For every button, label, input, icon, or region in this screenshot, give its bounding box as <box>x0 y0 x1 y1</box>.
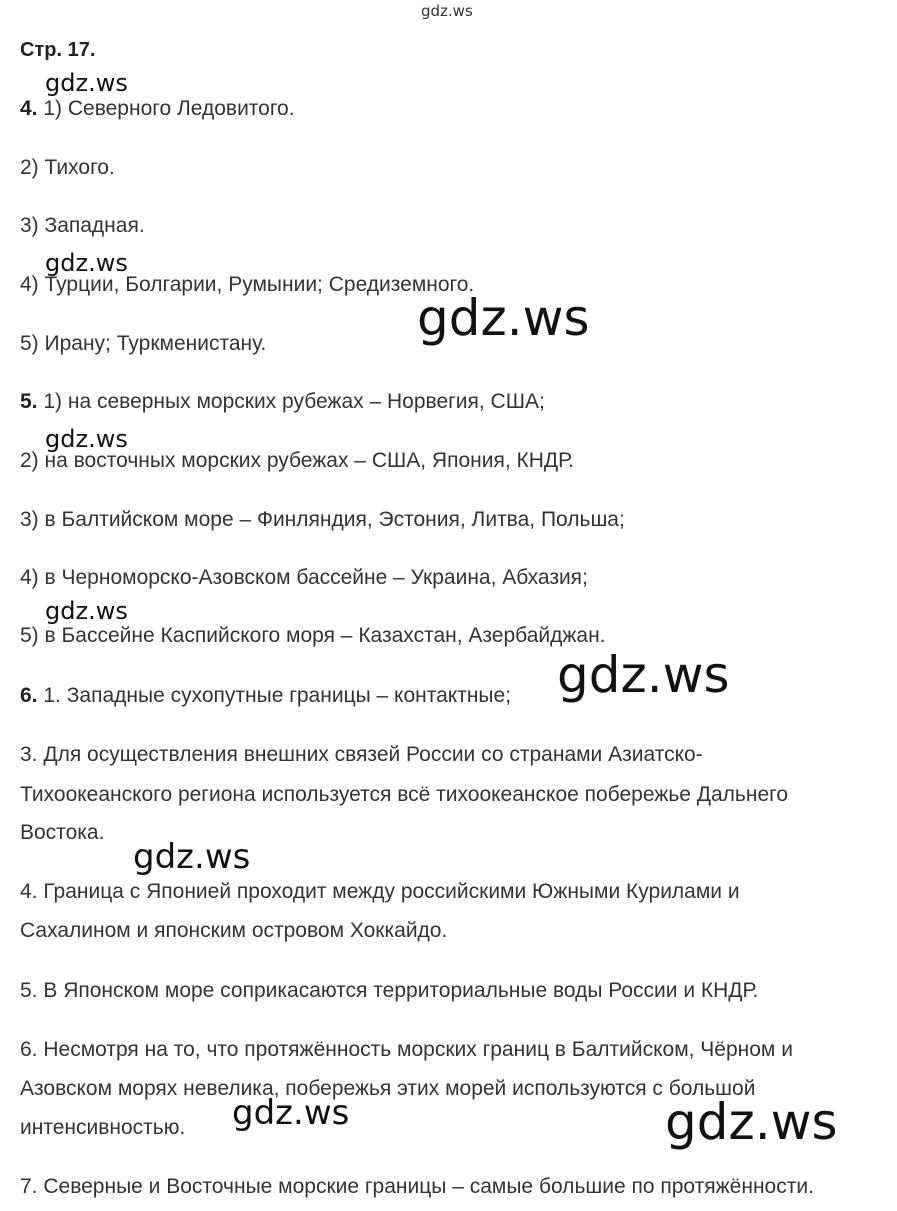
watermark: gdz.ws <box>45 425 128 453</box>
task6-line-6: Сахалином и японским островом Хоккайдо. <box>20 919 448 942</box>
watermark: gdz.ws <box>45 69 128 97</box>
task6-line-9: Азовском морях невелика, побережья этих морей используются с большой <box>20 1077 756 1100</box>
task4-line-4: 4) Турции, Болгарии, Румынии; Средиземного. <box>20 273 475 296</box>
watermark-top: gdz.ws <box>421 2 473 20</box>
task6-line-8: 6. Несмотря на то, что протяжённость морских границ в Балтийском, Чёрном и <box>20 1038 793 1061</box>
watermark: gdz.ws <box>665 1093 838 1151</box>
task6-line-4: Востока. <box>20 821 105 844</box>
watermark: gdz.ws <box>133 837 251 877</box>
task6-line-5: 4. Граница с Японией проходит между российскими Южными Курилами и <box>20 880 740 903</box>
page-heading: Стр. 17. <box>20 39 96 61</box>
task6-line-2: 3. Для осуществления внешних связей России со странами Азиатско- <box>20 743 703 766</box>
task6-number: 6. <box>20 684 38 707</box>
task6-line-1 <box>20 683 511 709</box>
watermark: gdz.ws <box>557 646 730 704</box>
task5-line-2: 2) на восточных морских рубежах – США, Япония, КНДР. <box>20 449 574 472</box>
task5-line-4: 4) в Черноморско-Азовском бассейне – Украина, Абхазия; <box>20 566 588 589</box>
task5-line-3: 3) в Балтийском море – Финляндия, Эстония, Литва, Польша; <box>20 508 625 531</box>
task4-text-1: 1) Северного Ледовитого. <box>43 97 295 120</box>
task4-line-2: 2) Тихого. <box>20 156 115 179</box>
task5-text-1: 1) на северных морских рубежах – Норвегия, США; <box>43 390 545 413</box>
task4-line-5: 5) Ирану; Туркменистану. <box>20 332 267 355</box>
watermark: gdz.ws <box>45 249 128 277</box>
task4-number: 4. <box>20 97 38 120</box>
task5-line-1 <box>20 389 545 415</box>
task6-line-11: 7. Северные и Восточные морские границы – самые большие по протяжённости. <box>20 1175 814 1198</box>
task5-line-5: 5) в Бассейне Каспийского моря – Казахстан, Азербайджан. <box>20 624 606 647</box>
task5-number: 5. <box>20 390 38 413</box>
task4-line-1 <box>20 96 295 122</box>
task4-line-3: 3) Западная. <box>20 214 145 237</box>
task6-line-3: Тихоокеанского региона используется всё тихоокеанское побережье Дальнего <box>20 783 789 806</box>
watermark: gdz.ws <box>232 1093 350 1133</box>
task6-text-1: 1. Западные сухопутные границы – контактные; <box>43 684 512 707</box>
watermark: gdz.ws <box>45 597 128 625</box>
task6-line-7: 5. В Японском море соприкасаются территориальные воды России и КНДР. <box>20 979 759 1002</box>
watermark: gdz.ws <box>417 289 590 347</box>
task6-line-10: интенсивностью. <box>20 1116 186 1139</box>
